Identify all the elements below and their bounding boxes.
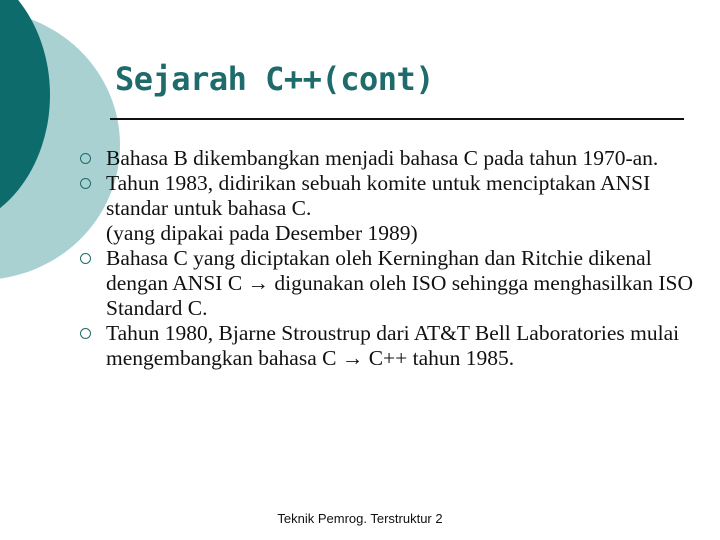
slide-title: Sejarah C++(cont)	[115, 60, 435, 98]
hollow-circle-bullet-icon	[80, 153, 91, 164]
bullet-text: Tahun 1983, didirikan sebuah komite untuk menciptakan ANSI standar untuk bahasa C.	[106, 171, 651, 220]
bullet-continuation-text: (yang dipakai pada Desember 1989)	[106, 221, 418, 245]
title-underline	[110, 118, 684, 120]
hollow-circle-bullet-icon	[80, 178, 91, 189]
bullet-item	[80, 146, 700, 171]
bullet-item	[80, 321, 700, 371]
bullet-text: Tahun 1980, Bjarne Stroustrup dari AT&T Bell Laboratories mulai mengembangkan bahasa C → C++ tahun 1985.	[106, 321, 680, 370]
slide-footer: Teknik Pemrog. Terstruktur 2	[277, 511, 443, 526]
bullet-item	[80, 171, 700, 246]
bullet-text: Bahasa C yang diciptakan oleh Kerninghan dan Ritchie dikenal dengan ANSI C → digunakan oleh ISO sehingga menghasilkan ISO Standard C.	[106, 246, 693, 320]
hollow-circle-bullet-icon	[80, 253, 91, 264]
hollow-circle-bullet-icon	[80, 328, 91, 339]
bullet-text: Bahasa B dikembangkan menjadi bahasa C pada tahun 1970-an.	[106, 146, 659, 170]
bullet-item	[80, 246, 700, 321]
bullet-list	[80, 146, 700, 371]
